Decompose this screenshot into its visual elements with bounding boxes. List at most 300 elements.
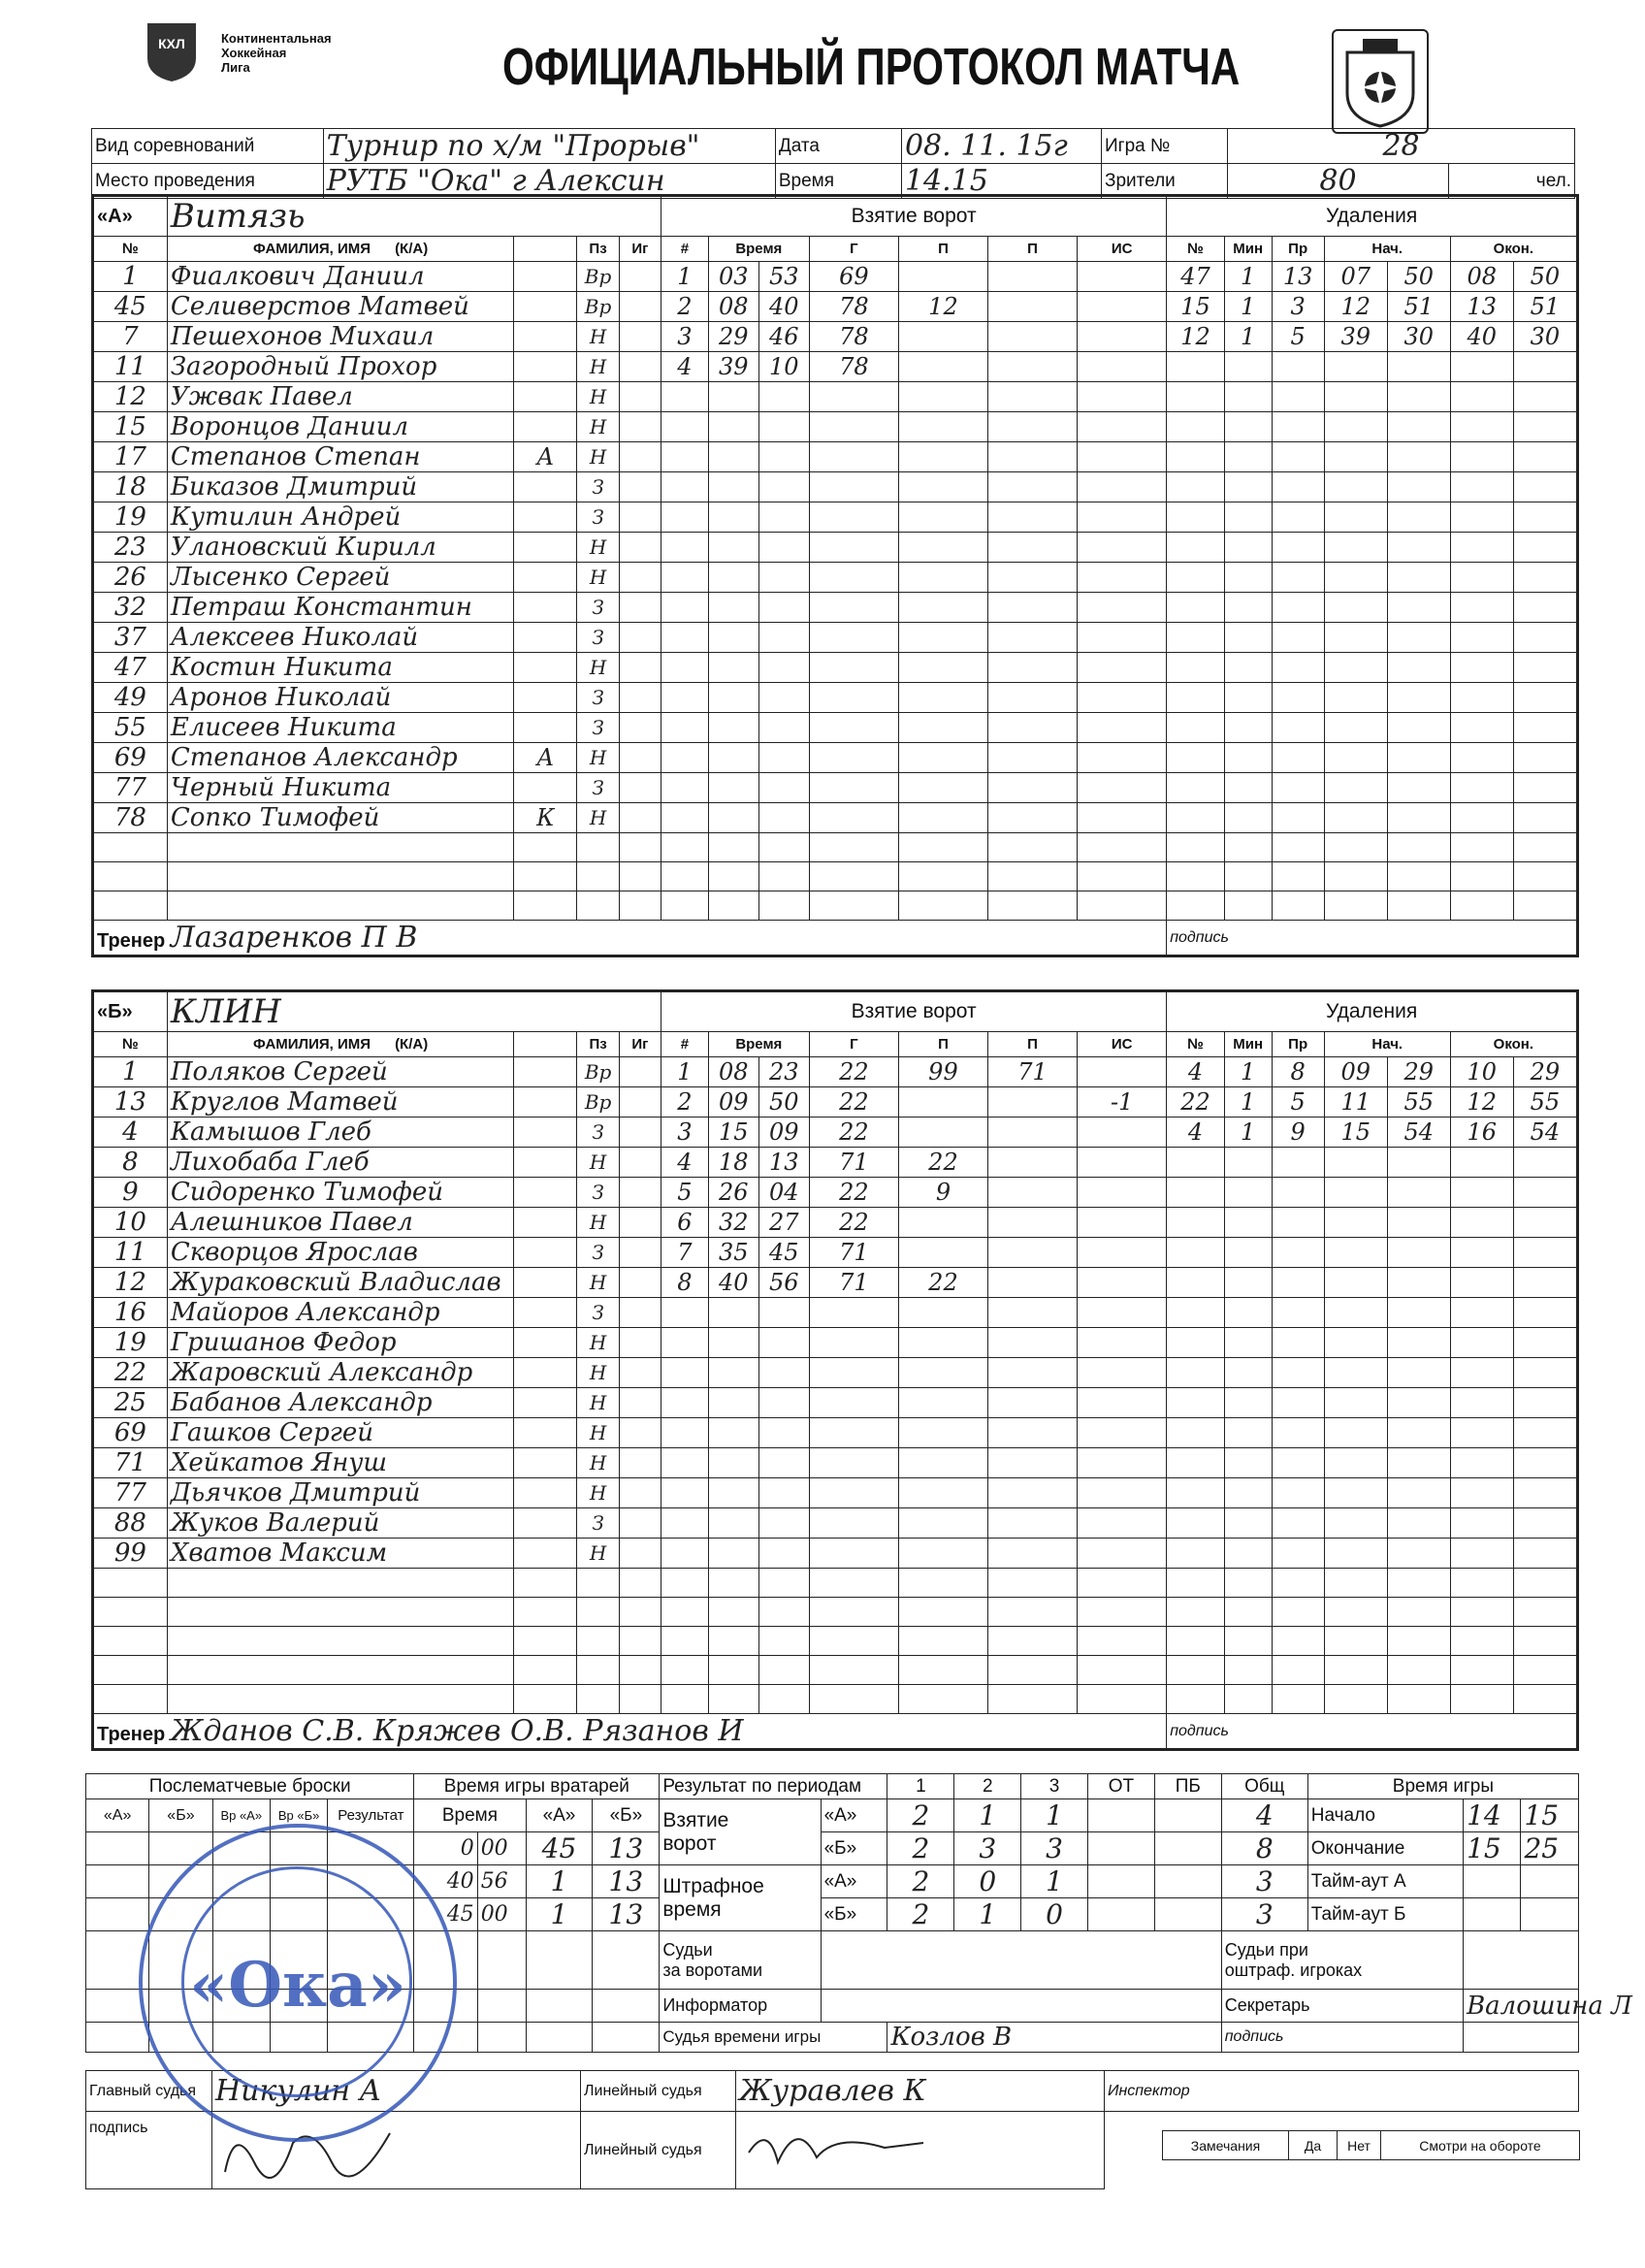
goal-is[interactable] — [1078, 292, 1167, 322]
goal-is[interactable] — [1078, 1208, 1167, 1238]
penalty-pr[interactable] — [1272, 472, 1324, 502]
player-name[interactable]: Камышов Глеб — [167, 1118, 514, 1148]
goals-b-p3[interactable]: 3 — [1021, 1832, 1088, 1865]
penalty-e2[interactable] — [1513, 472, 1576, 502]
goal-mm[interactable] — [708, 1298, 758, 1328]
goal-is[interactable] — [1078, 1358, 1167, 1388]
goal-ss[interactable] — [758, 533, 809, 563]
penalty-s2[interactable] — [1387, 1178, 1450, 1208]
penalty-min[interactable] — [1224, 1388, 1272, 1418]
player-captain[interactable] — [514, 322, 577, 352]
player-name[interactable]: Жураковский Владислав — [167, 1268, 514, 1298]
penalty-e2[interactable] — [1513, 442, 1576, 472]
player-position[interactable]: Н — [577, 1328, 619, 1358]
player-played[interactable] — [619, 593, 661, 623]
goal-n[interactable] — [661, 1685, 709, 1714]
player-played[interactable] — [619, 1238, 661, 1268]
goal-n[interactable] — [661, 1539, 709, 1569]
penalty-min[interactable] — [1224, 442, 1272, 472]
player-number[interactable]: 16 — [94, 1298, 168, 1328]
goal-is[interactable] — [1078, 412, 1167, 442]
penalty-n[interactable] — [1167, 412, 1225, 442]
goal-p2[interactable] — [988, 1238, 1078, 1268]
penalty-n[interactable] — [1167, 1238, 1225, 1268]
goal-g[interactable] — [809, 713, 898, 743]
goal-p1[interactable] — [898, 1358, 987, 1388]
penalty-min[interactable] — [1224, 1627, 1272, 1656]
player-position[interactable]: Вр — [577, 292, 619, 322]
goal-g[interactable]: 78 — [809, 352, 898, 382]
penalty-s1[interactable] — [1324, 623, 1387, 653]
goal-mm[interactable] — [708, 1627, 758, 1656]
goal-g[interactable] — [809, 563, 898, 593]
player-name[interactable]: Фиалкович Даниил — [167, 262, 514, 292]
penalty-s2[interactable] — [1387, 743, 1450, 773]
goal-p2[interactable] — [988, 1569, 1078, 1598]
goal-is[interactable] — [1078, 442, 1167, 472]
goal-g[interactable] — [809, 502, 898, 533]
goal-p1[interactable] — [898, 322, 987, 352]
player-captain[interactable] — [514, 563, 577, 593]
goal-g[interactable] — [809, 1328, 898, 1358]
goal-ss[interactable] — [758, 442, 809, 472]
penalty-s1[interactable] — [1324, 352, 1387, 382]
player-number[interactable]: 55 — [94, 713, 168, 743]
penalty-s1[interactable] — [1324, 1569, 1387, 1598]
player-name[interactable] — [167, 833, 514, 862]
penalty-pr[interactable] — [1272, 412, 1324, 442]
player-played[interactable] — [619, 1539, 661, 1569]
goal-ss[interactable] — [758, 1627, 809, 1656]
goal-p1[interactable] — [898, 1298, 987, 1328]
player-played[interactable] — [619, 803, 661, 833]
player-captain[interactable] — [514, 1358, 577, 1388]
penalty-pr[interactable] — [1272, 1298, 1324, 1328]
penalty-e2[interactable] — [1513, 891, 1576, 921]
player-captain[interactable] — [514, 352, 577, 382]
goal-ss[interactable] — [758, 743, 809, 773]
player-played[interactable] — [619, 502, 661, 533]
goal-p2[interactable] — [988, 1118, 1078, 1148]
player-name[interactable]: Аронов Николай — [167, 683, 514, 713]
goals-b-ot[interactable] — [1088, 1832, 1155, 1865]
penalty-s1[interactable] — [1324, 1238, 1387, 1268]
penalty-s1[interactable] — [1324, 1178, 1387, 1208]
penalty-e1[interactable] — [1450, 891, 1513, 921]
goal-is[interactable] — [1078, 833, 1167, 862]
penalty-s2[interactable] — [1387, 502, 1450, 533]
penalty-s2[interactable]: 29 — [1387, 1057, 1450, 1087]
goal-n[interactable] — [661, 1358, 709, 1388]
player-number[interactable]: 69 — [94, 743, 168, 773]
player-played[interactable] — [619, 1148, 661, 1178]
player-played[interactable] — [619, 773, 661, 803]
player-captain[interactable] — [514, 472, 577, 502]
penalty-min[interactable] — [1224, 1238, 1272, 1268]
player-number[interactable]: 32 — [94, 593, 168, 623]
player-name[interactable]: Ужвак Павел — [167, 382, 514, 412]
penalty-min[interactable]: 1 — [1224, 292, 1272, 322]
penalty-s2[interactable]: 50 — [1387, 262, 1450, 292]
player-name[interactable]: Скворцов Ярослав — [167, 1238, 514, 1268]
player-position[interactable]: З — [577, 472, 619, 502]
player-played[interactable] — [619, 1569, 661, 1598]
penalty-min[interactable] — [1224, 1656, 1272, 1685]
penalty-n[interactable] — [1167, 1656, 1225, 1685]
player-played[interactable] — [619, 262, 661, 292]
goal-mm[interactable] — [708, 1685, 758, 1714]
penalty-min[interactable] — [1224, 743, 1272, 773]
goals-b-total[interactable]: 8 — [1221, 1832, 1307, 1865]
goal-mm[interactable]: 35 — [708, 1238, 758, 1268]
penalty-n[interactable] — [1167, 1539, 1225, 1569]
penalty-s1[interactable] — [1324, 1685, 1387, 1714]
penalty-n[interactable] — [1167, 382, 1225, 412]
penalty-s1[interactable]: 07 — [1324, 262, 1387, 292]
player-number[interactable]: 9 — [94, 1178, 168, 1208]
penalty-pr[interactable] — [1272, 1388, 1324, 1418]
player-played[interactable] — [619, 1178, 661, 1208]
goal-g[interactable] — [809, 653, 898, 683]
goal-mm[interactable]: 32 — [708, 1208, 758, 1238]
start-minute[interactable]: 15 — [1521, 1799, 1579, 1832]
penalty-n[interactable] — [1167, 1208, 1225, 1238]
penalty-min[interactable] — [1224, 533, 1272, 563]
penalty-e1[interactable]: 08 — [1450, 262, 1513, 292]
player-played[interactable] — [619, 683, 661, 713]
player-position[interactable] — [577, 1598, 619, 1627]
goal-n[interactable] — [661, 412, 709, 442]
goal-n[interactable]: 6 — [661, 1208, 709, 1238]
player-name[interactable] — [167, 1569, 514, 1598]
penalty-pr[interactable] — [1272, 1539, 1324, 1569]
penalty-s2[interactable] — [1387, 382, 1450, 412]
penalty-min[interactable] — [1224, 713, 1272, 743]
goal-ss[interactable]: 45 — [758, 1238, 809, 1268]
penalty-n[interactable] — [1167, 713, 1225, 743]
goal-ss[interactable]: 53 — [758, 262, 809, 292]
player-number[interactable]: 1 — [94, 262, 168, 292]
goal-p1[interactable] — [898, 1478, 987, 1508]
penalty-s1[interactable] — [1324, 1328, 1387, 1358]
goal-p2[interactable] — [988, 1148, 1078, 1178]
penalty-e2[interactable] — [1513, 653, 1576, 683]
player-played[interactable] — [619, 1388, 661, 1418]
goal-n[interactable]: 3 — [661, 322, 709, 352]
end-hour[interactable]: 15 — [1464, 1832, 1521, 1865]
penalty-e2[interactable] — [1513, 743, 1576, 773]
penalty-n[interactable] — [1167, 1298, 1225, 1328]
penalty-e2[interactable] — [1513, 1328, 1576, 1358]
penalty-e2[interactable]: 50 — [1513, 262, 1576, 292]
player-name[interactable]: Дьячков Дмитрий — [167, 1478, 514, 1508]
goal-is[interactable] — [1078, 1448, 1167, 1478]
goal-ss[interactable] — [758, 653, 809, 683]
goal-p1[interactable]: 9 — [898, 1178, 987, 1208]
penalty-n[interactable] — [1167, 1148, 1225, 1178]
gk-row3-a[interactable]: 1 — [526, 1898, 593, 1931]
player-name[interactable] — [167, 1598, 514, 1627]
goal-p2[interactable] — [988, 1685, 1078, 1714]
goal-ss[interactable]: 04 — [758, 1178, 809, 1208]
pim-b-pb[interactable] — [1154, 1898, 1221, 1931]
player-position[interactable]: З — [577, 713, 619, 743]
player-captain[interactable] — [514, 713, 577, 743]
goal-is[interactable] — [1078, 1508, 1167, 1539]
penalty-s1[interactable] — [1324, 683, 1387, 713]
time-value[interactable]: 14.15 — [901, 164, 1101, 199]
penalty-pr[interactable] — [1272, 1656, 1324, 1685]
inspector-value[interactable] — [1341, 2071, 1579, 2112]
penalty-min[interactable]: 1 — [1224, 1118, 1272, 1148]
player-number[interactable]: 7 — [94, 322, 168, 352]
goal-ss[interactable]: 10 — [758, 352, 809, 382]
timeout-a-value2[interactable] — [1521, 1865, 1579, 1898]
penalty-s1[interactable] — [1324, 1656, 1387, 1685]
goal-ss[interactable]: 46 — [758, 322, 809, 352]
penalty-s1[interactable]: 12 — [1324, 292, 1387, 322]
goal-judges-value[interactable] — [821, 1931, 1221, 1990]
player-name[interactable]: Хватов Максим — [167, 1539, 514, 1569]
goal-n[interactable] — [661, 533, 709, 563]
player-captain[interactable] — [514, 653, 577, 683]
goal-p2[interactable] — [988, 1508, 1078, 1539]
goal-p1[interactable]: 22 — [898, 1148, 987, 1178]
penalty-e2[interactable] — [1513, 1448, 1576, 1478]
goal-p2[interactable] — [988, 653, 1078, 683]
penalty-e1[interactable] — [1450, 653, 1513, 683]
player-number[interactable]: 45 — [94, 292, 168, 322]
goals-b-pb[interactable] — [1154, 1832, 1221, 1865]
goal-mm[interactable]: 09 — [708, 1087, 758, 1118]
penalty-e2[interactable] — [1513, 1388, 1576, 1418]
player-played[interactable] — [619, 322, 661, 352]
timeout-b-value2[interactable] — [1521, 1898, 1579, 1931]
goal-is[interactable] — [1078, 1598, 1167, 1627]
goal-mm[interactable] — [708, 803, 758, 833]
player-position[interactable]: Н — [577, 1448, 619, 1478]
goal-g[interactable]: 22 — [809, 1178, 898, 1208]
player-name[interactable]: Костин Никита — [167, 653, 514, 683]
player-captain[interactable]: А — [514, 442, 577, 472]
penalty-min[interactable] — [1224, 1328, 1272, 1358]
penalty-e2[interactable] — [1513, 1238, 1576, 1268]
penalty-pr[interactable] — [1272, 1148, 1324, 1178]
goal-ss[interactable] — [758, 502, 809, 533]
goal-p1[interactable] — [898, 502, 987, 533]
goal-p1[interactable] — [898, 891, 987, 921]
goal-is[interactable] — [1078, 1328, 1167, 1358]
goal-p2[interactable] — [988, 1598, 1078, 1627]
player-captain[interactable] — [514, 1238, 577, 1268]
goal-ss[interactable] — [758, 803, 809, 833]
pim-b-ot[interactable] — [1088, 1898, 1155, 1931]
penalty-s2[interactable] — [1387, 1539, 1450, 1569]
player-position[interactable]: З — [577, 593, 619, 623]
penalty-min[interactable] — [1224, 862, 1272, 891]
goal-g[interactable] — [809, 891, 898, 921]
penalty-pr[interactable] — [1272, 1208, 1324, 1238]
gk-row3-sec[interactable]: 00 — [477, 1898, 526, 1931]
penalty-s2[interactable] — [1387, 593, 1450, 623]
goal-ss[interactable] — [758, 1328, 809, 1358]
goal-p2[interactable] — [988, 1328, 1078, 1358]
penalty-min[interactable] — [1224, 1418, 1272, 1448]
linesman1-value[interactable]: Журавлев К — [736, 2071, 1105, 2112]
goal-p2[interactable] — [988, 862, 1078, 891]
goal-p1[interactable] — [898, 1328, 987, 1358]
player-number[interactable]: 47 — [94, 653, 168, 683]
penalty-pr[interactable] — [1272, 1418, 1324, 1448]
player-captain[interactable] — [514, 773, 577, 803]
penalty-min[interactable] — [1224, 683, 1272, 713]
penalty-s2[interactable] — [1387, 862, 1450, 891]
goal-p1[interactable] — [898, 262, 987, 292]
player-played[interactable] — [619, 442, 661, 472]
goals-a-ot[interactable] — [1088, 1799, 1155, 1832]
player-played[interactable] — [619, 1298, 661, 1328]
penalty-s2[interactable] — [1387, 412, 1450, 442]
goal-p1[interactable] — [898, 1208, 987, 1238]
player-position[interactable] — [577, 1656, 619, 1685]
goal-g[interactable] — [809, 683, 898, 713]
player-number[interactable]: 25 — [94, 1388, 168, 1418]
player-name[interactable]: Поляков Сергей — [167, 1057, 514, 1087]
player-position[interactable]: Н — [577, 1358, 619, 1388]
player-played[interactable] — [619, 713, 661, 743]
goal-n[interactable]: 5 — [661, 1178, 709, 1208]
goal-p1[interactable] — [898, 713, 987, 743]
goal-mm[interactable]: 26 — [708, 1178, 758, 1208]
goal-p1[interactable] — [898, 1448, 987, 1478]
goal-n[interactable] — [661, 1478, 709, 1508]
player-name[interactable]: Сопко Тимофей — [167, 803, 514, 833]
player-captain[interactable] — [514, 1178, 577, 1208]
player-name[interactable]: Жаровский Александр — [167, 1358, 514, 1388]
penalty-n[interactable] — [1167, 472, 1225, 502]
goal-is[interactable] — [1078, 382, 1167, 412]
penalty-s1[interactable] — [1324, 1388, 1387, 1418]
goal-n[interactable] — [661, 713, 709, 743]
penalty-min[interactable] — [1224, 1358, 1272, 1388]
goal-mm[interactable]: 40 — [708, 1268, 758, 1298]
penalty-s2[interactable] — [1387, 623, 1450, 653]
goal-g[interactable] — [809, 773, 898, 803]
player-captain[interactable] — [514, 1598, 577, 1627]
venue-value[interactable]: РУТБ "Ока" г Алексин — [323, 164, 775, 199]
teamA-name[interactable]: Витязь — [167, 197, 661, 237]
goal-n[interactable] — [661, 862, 709, 891]
goal-g[interactable] — [809, 382, 898, 412]
goal-p1[interactable] — [898, 1569, 987, 1598]
goal-is[interactable] — [1078, 891, 1167, 921]
player-number[interactable]: 11 — [94, 1238, 168, 1268]
player-number[interactable]: 13 — [94, 1087, 168, 1118]
penalty-n[interactable]: 15 — [1167, 292, 1225, 322]
player-captain[interactable] — [514, 1569, 577, 1598]
penalty-s1[interactable] — [1324, 1508, 1387, 1539]
penalty-e2[interactable] — [1513, 1148, 1576, 1178]
goal-is[interactable] — [1078, 623, 1167, 653]
player-played[interactable] — [619, 352, 661, 382]
goal-mm[interactable] — [708, 1328, 758, 1358]
goal-n[interactable] — [661, 623, 709, 653]
penalty-s2[interactable] — [1387, 533, 1450, 563]
player-name[interactable]: Загородный Прохор — [167, 352, 514, 382]
player-position[interactable]: Вр — [577, 1087, 619, 1118]
penalty-e2[interactable] — [1513, 713, 1576, 743]
goal-n[interactable] — [661, 683, 709, 713]
goal-g[interactable] — [809, 1508, 898, 1539]
penalty-s2[interactable] — [1387, 1238, 1450, 1268]
penalty-e1[interactable] — [1450, 442, 1513, 472]
penalty-s2[interactable]: 54 — [1387, 1118, 1450, 1148]
penalty-n[interactable]: 47 — [1167, 262, 1225, 292]
goal-p1[interactable] — [898, 472, 987, 502]
goal-mm[interactable]: 18 — [708, 1148, 758, 1178]
player-played[interactable] — [619, 1118, 661, 1148]
penalty-pr[interactable]: 5 — [1272, 322, 1324, 352]
penalty-e1[interactable] — [1450, 412, 1513, 442]
penalty-e1[interactable]: 16 — [1450, 1118, 1513, 1148]
goal-p1[interactable] — [898, 442, 987, 472]
goal-n[interactable]: 2 — [661, 292, 709, 322]
start-hour[interactable]: 14 — [1464, 1799, 1521, 1832]
teamB-name[interactable]: КЛИН — [167, 992, 661, 1032]
goal-n[interactable] — [661, 593, 709, 623]
goal-mm[interactable] — [708, 1598, 758, 1627]
goal-p1[interactable] — [898, 623, 987, 653]
player-number[interactable] — [94, 1569, 168, 1598]
goal-is[interactable] — [1078, 262, 1167, 292]
penalty-n[interactable] — [1167, 683, 1225, 713]
player-number[interactable] — [94, 862, 168, 891]
penalty-n[interactable] — [1167, 862, 1225, 891]
penalty-s2[interactable] — [1387, 1418, 1450, 1448]
player-captain[interactable] — [514, 262, 577, 292]
penalty-n[interactable] — [1167, 1388, 1225, 1418]
goal-n[interactable] — [661, 773, 709, 803]
player-position[interactable]: З — [577, 1178, 619, 1208]
penalty-s1[interactable] — [1324, 1478, 1387, 1508]
goal-mm[interactable] — [708, 743, 758, 773]
penalty-min[interactable] — [1224, 1539, 1272, 1569]
penalty-n[interactable] — [1167, 1358, 1225, 1388]
player-position[interactable]: Н — [577, 442, 619, 472]
gk-row3-b[interactable]: 13 — [593, 1898, 660, 1931]
penalty-e2[interactable] — [1513, 1539, 1576, 1569]
penalty-s1[interactable] — [1324, 1418, 1387, 1448]
goal-mm[interactable] — [708, 891, 758, 921]
goal-p2[interactable] — [988, 1178, 1078, 1208]
teamA-coach-sign[interactable] — [1167, 921, 1577, 956]
goal-g[interactable] — [809, 833, 898, 862]
end-minute[interactable]: 25 — [1521, 1832, 1579, 1865]
penalty-pr[interactable] — [1272, 1478, 1324, 1508]
goal-is[interactable] — [1078, 1478, 1167, 1508]
player-position[interactable]: З — [577, 1298, 619, 1328]
goal-mm[interactable] — [708, 593, 758, 623]
goal-p1[interactable] — [898, 683, 987, 713]
goal-ss[interactable] — [758, 1539, 809, 1569]
player-played[interactable] — [619, 1508, 661, 1539]
player-played[interactable] — [619, 412, 661, 442]
penalty-e2[interactable] — [1513, 1598, 1576, 1627]
goal-n[interactable]: 8 — [661, 1268, 709, 1298]
goal-n[interactable] — [661, 1569, 709, 1598]
penalty-pr[interactable] — [1272, 352, 1324, 382]
penalty-min[interactable] — [1224, 563, 1272, 593]
